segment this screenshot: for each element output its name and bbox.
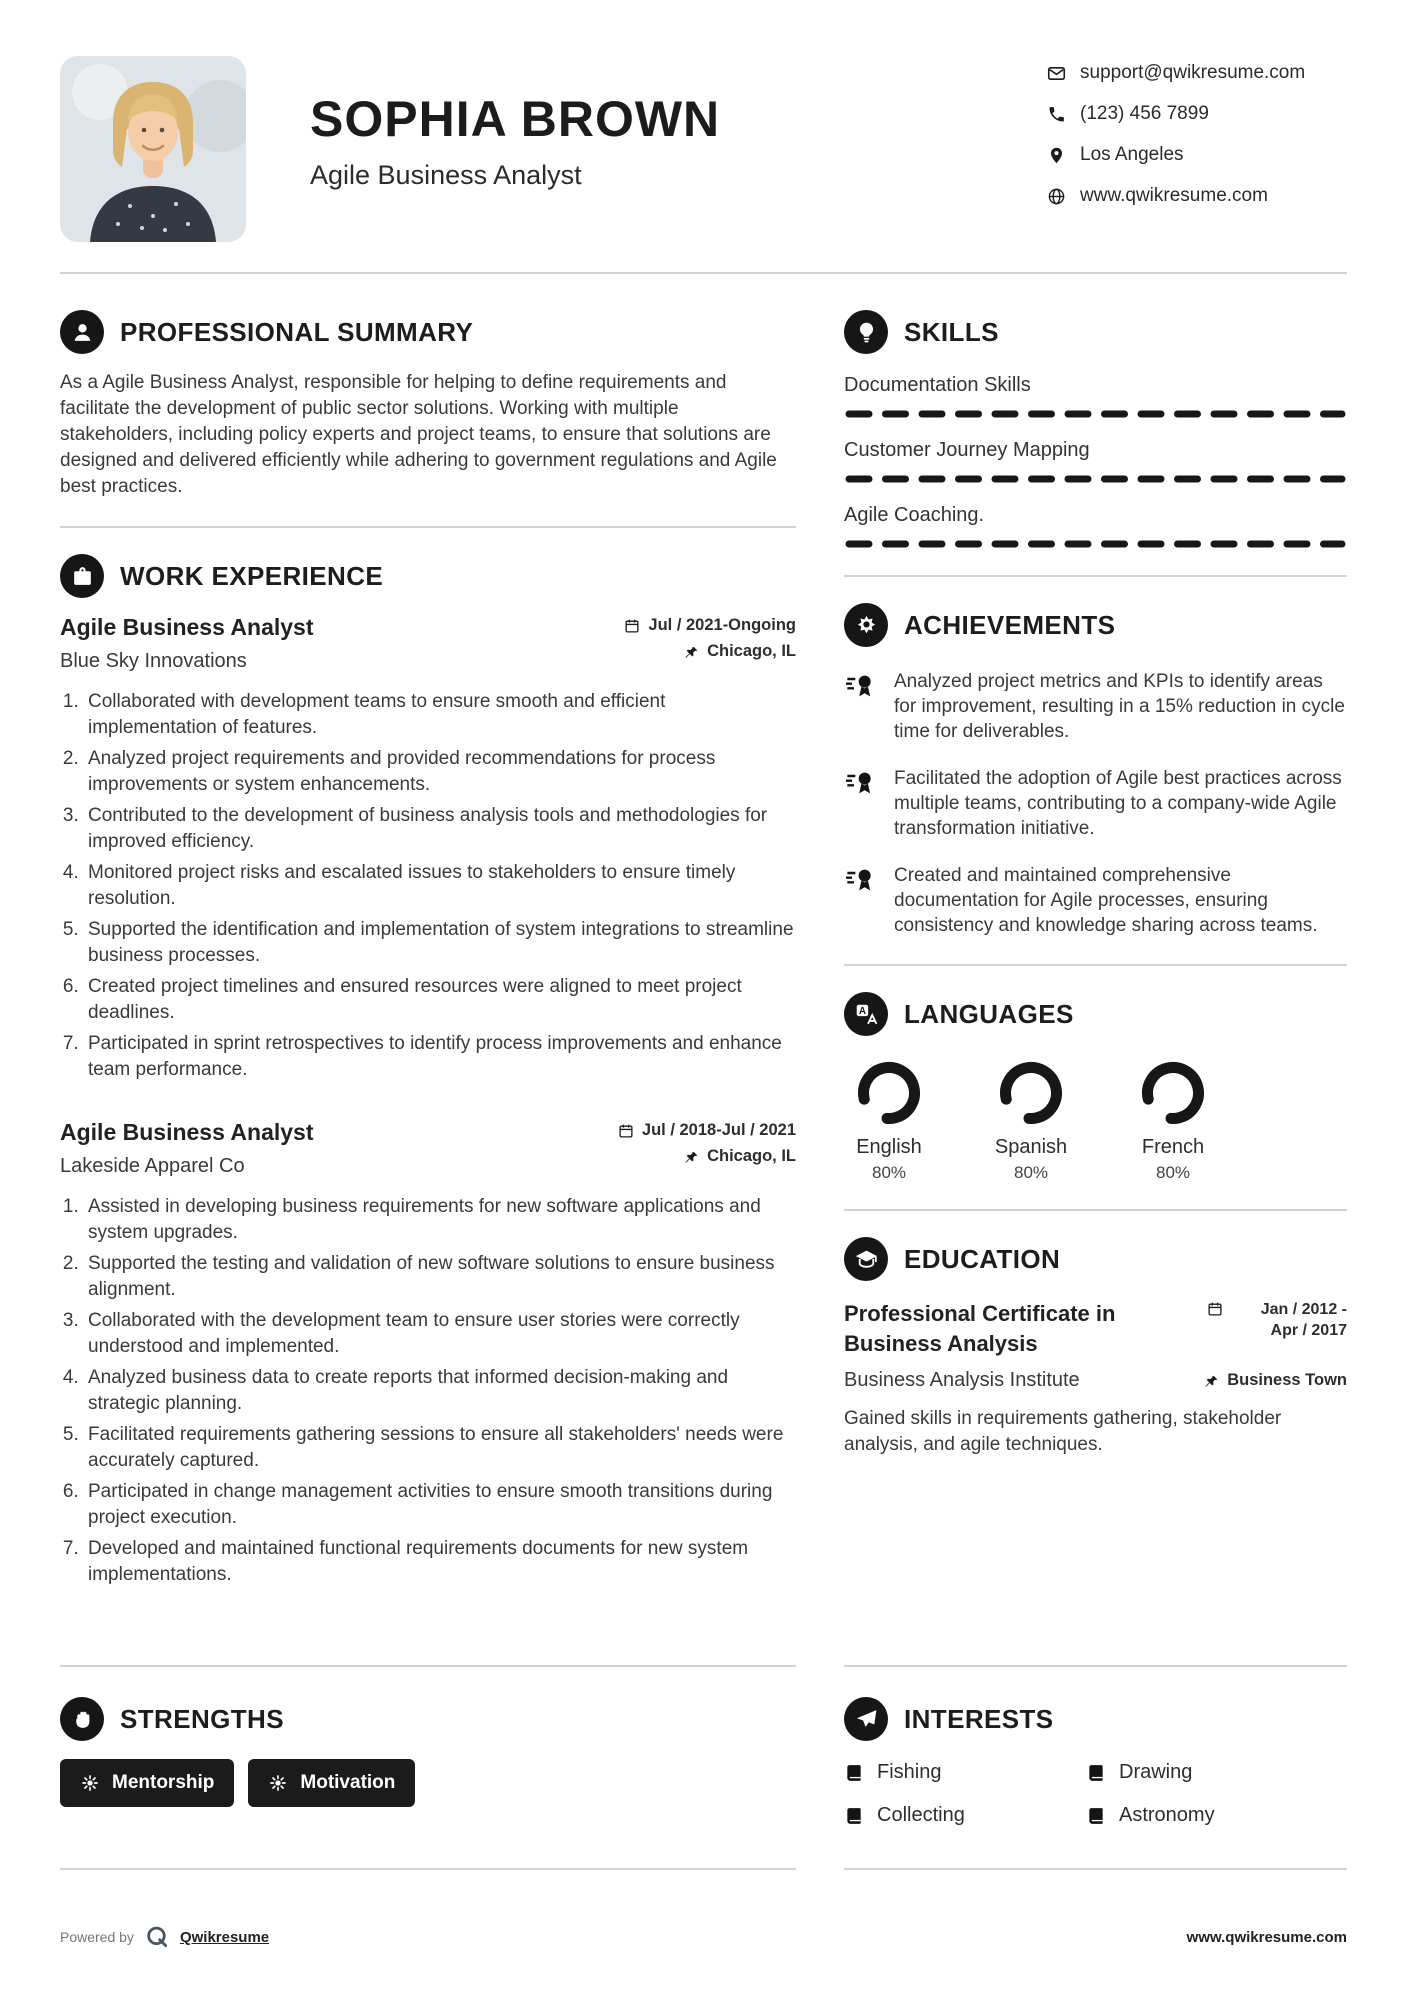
skills-heading: SKILLS — [904, 316, 999, 347]
job-bullet: 1. Collaborated with development teams to ensure smooth and efficient implementation of features. — [84, 689, 796, 741]
job-company: Lakeside Apparel Co — [60, 1155, 245, 1177]
achievements-heading-row — [844, 603, 1347, 647]
skill-item — [844, 439, 1347, 484]
job-bullet: 2. Supported the testing and validation of new software solutions to ensure business alignment. — [84, 1251, 796, 1303]
contact-block — [1047, 56, 1347, 207]
education-heading-row — [844, 1237, 1347, 1281]
globe-icon — [1047, 187, 1066, 206]
location-icon — [1047, 146, 1066, 165]
left-bottom-group — [60, 1665, 796, 1870]
pushpin-icon — [683, 644, 699, 660]
education-dates-row — [1207, 1299, 1347, 1359]
left-column — [60, 310, 796, 1870]
contact-location — [1047, 144, 1347, 166]
job-dates-row — [618, 1121, 796, 1140]
language-progress-ring — [1140, 1060, 1206, 1126]
job-header — [60, 614, 796, 673]
powered-by-text: Powered by — [60, 1929, 134, 1945]
interests-heading-row — [844, 1697, 1347, 1741]
strengths-heading-row — [60, 1697, 796, 1741]
candidate-title: Agile Business Analyst — [310, 160, 582, 190]
interest-item — [1086, 1761, 1304, 1784]
job-bullet-list — [60, 1194, 796, 1588]
languages-heading: LANGUAGES — [904, 998, 1074, 1029]
contact-email — [1047, 62, 1347, 84]
content-columns — [60, 310, 1347, 1870]
footer-branding — [60, 1924, 269, 1950]
section-interests — [844, 1697, 1347, 1827]
profile-photo — [60, 56, 246, 242]
email-icon — [1047, 64, 1066, 83]
phone-icon — [1047, 105, 1066, 124]
job-dates-row — [624, 616, 796, 635]
pushpin-icon — [683, 1149, 699, 1165]
section-divider — [60, 526, 796, 528]
skill-name: Documentation Skills — [844, 374, 1031, 396]
job-bullet: 3. Collaborated with the development team to ensure user stories were correctly understood and implemented. — [84, 1308, 796, 1360]
language-list — [844, 1060, 1347, 1183]
interest-label: Fishing — [877, 1761, 942, 1783]
paper-plane-icon — [844, 1697, 888, 1741]
section-skills — [844, 310, 1347, 549]
achievement-text: Facilitated the adoption of Agile best practices across multiple teams, contributing to a company-wide Agile transformation initiative. — [894, 768, 1342, 839]
skill-level-bar — [844, 539, 1347, 549]
language-level: 80% — [871, 1163, 907, 1182]
contact-website-text: www.qwikresume.com — [1080, 185, 1268, 206]
right-bottom-group — [844, 1665, 1347, 1870]
header-divider — [60, 272, 1347, 274]
section-divider — [844, 1209, 1347, 1211]
achievement-item — [844, 863, 1347, 938]
strength-badges — [60, 1759, 796, 1807]
job-title: Agile Business Analyst — [60, 1119, 314, 1145]
interest-item — [844, 1804, 1062, 1827]
book-icon — [1086, 1806, 1106, 1826]
job-company: Blue Sky Innovations — [60, 650, 247, 672]
job-bullet: 5. Supported the identification and implementation of system integrations to streamline business processes. — [84, 917, 796, 969]
summary-heading-row — [60, 310, 796, 354]
job-bullet: 5. Facilitated requirements gathering sessions to ensure all stakeholders' needs were accurately captured. — [84, 1422, 796, 1474]
skill-level-bar — [844, 409, 1347, 419]
interests-heading: INTERESTS — [904, 1703, 1054, 1734]
achievement-text: Created and maintained comprehensive documentation for Agile processes, ensuring consistency and knowledge sharing across teams. — [894, 865, 1318, 936]
book-icon — [1086, 1763, 1106, 1783]
header — [60, 56, 1347, 242]
pushpin-icon — [1203, 1373, 1219, 1389]
lightbulb-icon — [844, 310, 888, 354]
qwikresume-link[interactable]: Qwikresume — [179, 1928, 270, 1946]
job-location-row — [683, 642, 796, 661]
bottom-divider — [844, 1868, 1347, 1870]
job-bullet: 4. Analyzed business data to create reports that informed decision-making and strategic planning. — [84, 1365, 796, 1417]
footer-website: www.qwikresume.com — [1186, 1928, 1347, 1946]
education-location-row — [1203, 1371, 1347, 1390]
job-meta — [618, 1119, 796, 1166]
calendar-icon — [624, 618, 640, 634]
job-location: Chicago, IL — [707, 642, 796, 660]
profile-photo-image — [60, 56, 246, 242]
book-icon — [844, 1763, 864, 1783]
section-divider — [844, 575, 1347, 577]
section-languages — [844, 992, 1347, 1183]
contact-email-text: support@qwikresume.com — [1080, 62, 1306, 83]
strengths-heading: STRENGTHS — [120, 1703, 284, 1734]
section-professional-summary — [60, 310, 796, 500]
translate-icon — [844, 992, 888, 1036]
languages-heading-row — [844, 992, 1347, 1036]
language-item — [844, 1060, 934, 1183]
summary-heading: PROFESSIONAL SUMMARY — [120, 316, 474, 347]
skill-name: Customer Journey Mapping — [844, 439, 1090, 461]
footer — [60, 1924, 1347, 1950]
education-degree: Professional Certificate in Business Analysis — [844, 1301, 1116, 1356]
job-bullet-list — [60, 689, 796, 1083]
section-divider — [60, 1665, 796, 1667]
calendar-icon — [1207, 1301, 1223, 1317]
job-header — [60, 1119, 796, 1178]
job-bullet: 3. Contributed to the development of business analysis tools and methodologies for improved efficiency. — [84, 803, 796, 855]
book-icon — [844, 1806, 864, 1826]
language-name: French — [1141, 1136, 1205, 1158]
education-heading: EDUCATION — [904, 1243, 1061, 1274]
interest-label: Drawing — [1119, 1761, 1193, 1783]
strength-badge — [60, 1759, 234, 1807]
section-work-experience — [60, 554, 796, 1593]
strength-label: Motivation — [300, 1772, 396, 1793]
language-progress-ring — [998, 1060, 1064, 1126]
job-bullet: 2. Analyzed project requirements and provided recommendations for process improvements or system enhancements. — [84, 746, 796, 798]
job-entry — [60, 1119, 796, 1588]
summary-text: As a Agile Business Analyst, responsible for helping to define requirements and facilitate the development of public sector solutions. Working with multiple stakeholders, including policy experts and project teams, to ensure that solutions are designed and delivered efficiently while adhering to government regulations and Agile best practices. — [60, 372, 777, 497]
fist-icon — [60, 1697, 104, 1741]
bottom-divider — [60, 1868, 796, 1870]
skill-item — [844, 504, 1347, 549]
achievement-item — [844, 766, 1347, 841]
job-meta — [624, 614, 796, 661]
skills-heading-row — [844, 310, 1347, 354]
calendar-icon — [618, 1123, 634, 1139]
section-divider — [844, 1665, 1347, 1667]
job-bullet: 7. Participated in sprint retrospectives to identify process improvements and enhance team performance. — [84, 1031, 796, 1083]
section-strengths — [60, 1697, 796, 1807]
award-icon — [844, 766, 880, 841]
interest-item — [1086, 1804, 1304, 1827]
achievements-heading: ACHIEVEMENTS — [904, 609, 1116, 640]
education-school-row — [844, 1369, 1347, 1392]
job-bullet: 6. Participated in change management activities to ensure smooth transitions during project execution. — [84, 1479, 796, 1531]
sparkle-icon — [80, 1773, 100, 1793]
job-bullet: 6. Created project timelines and ensured resources were aligned to meet project deadlines. — [84, 974, 796, 1026]
job-location-row — [683, 1147, 796, 1166]
job-location: Chicago, IL — [707, 1147, 796, 1165]
interest-label: Astronomy — [1119, 1804, 1215, 1826]
job-dates: Jul / 2021-Ongoing — [648, 616, 796, 634]
award-icon — [844, 863, 880, 938]
job-title: Agile Business Analyst — [60, 614, 314, 640]
education-description: Gained skills in requirements gathering, stakeholder analysis, and agile techniques. — [844, 1408, 1282, 1455]
language-level: 80% — [1013, 1163, 1049, 1182]
contact-phone-text: (123) 456 7899 — [1080, 103, 1209, 124]
sparkle-icon — [268, 1773, 288, 1793]
contact-phone — [1047, 103, 1347, 125]
name-block — [310, 56, 720, 191]
right-column — [844, 310, 1347, 1870]
job-entry — [60, 614, 796, 1083]
award-icon — [844, 669, 880, 744]
language-level: 80% — [1155, 1163, 1191, 1182]
graduation-cap-icon — [844, 1237, 888, 1281]
language-name: English — [856, 1136, 922, 1158]
interest-list — [844, 1761, 1304, 1827]
education-header — [844, 1299, 1347, 1359]
achievement-item — [844, 669, 1347, 744]
job-dates: Jul / 2018-Jul / 2021 — [641, 1121, 796, 1139]
person-icon — [60, 310, 104, 354]
interest-item — [844, 1761, 1062, 1784]
skill-name: Agile Coaching. — [844, 504, 985, 526]
briefcase-icon — [60, 554, 104, 598]
job-bullet: 1. Assisted in developing business requirements for new software applications and system upgrades. — [84, 1194, 796, 1246]
education-location: Business Town — [1227, 1371, 1347, 1389]
language-item — [986, 1060, 1076, 1183]
medal-icon — [844, 603, 888, 647]
strength-label: Mentorship — [112, 1772, 215, 1793]
section-achievements — [844, 603, 1347, 938]
job-bullet: 4. Monitored project risks and escalated issues to stakeholders to ensure timely resolution. — [84, 860, 796, 912]
strength-badge — [248, 1759, 415, 1807]
education-school: Business Analysis Institute — [844, 1369, 1080, 1391]
section-divider — [844, 964, 1347, 966]
language-name: Spanish — [994, 1136, 1068, 1158]
section-education — [844, 1237, 1347, 1458]
work-heading-row — [60, 554, 796, 598]
skill-level-bar — [844, 474, 1347, 484]
job-bullet: 7. Developed and maintained functional requirements documents for new system implementations. — [84, 1536, 796, 1588]
skill-item — [844, 374, 1347, 419]
candidate-name: SOPHIA BROWN — [310, 91, 721, 147]
work-heading: WORK EXPERIENCE — [120, 560, 384, 591]
contact-location-text: Los Angeles — [1080, 144, 1184, 165]
language-progress-ring — [856, 1060, 922, 1126]
contact-website — [1047, 185, 1347, 207]
achievement-text: Analyzed project metrics and KPIs to identify areas for improvement, resulting in a 15% reduction in cycle time for deliverables. — [894, 671, 1345, 742]
language-item — [1128, 1060, 1218, 1183]
education-dates: Jan / 2012 - Apr / 2017 — [1260, 1301, 1347, 1339]
interest-label: Collecting — [877, 1804, 965, 1826]
qwikresume-logo-icon — [144, 1924, 170, 1950]
